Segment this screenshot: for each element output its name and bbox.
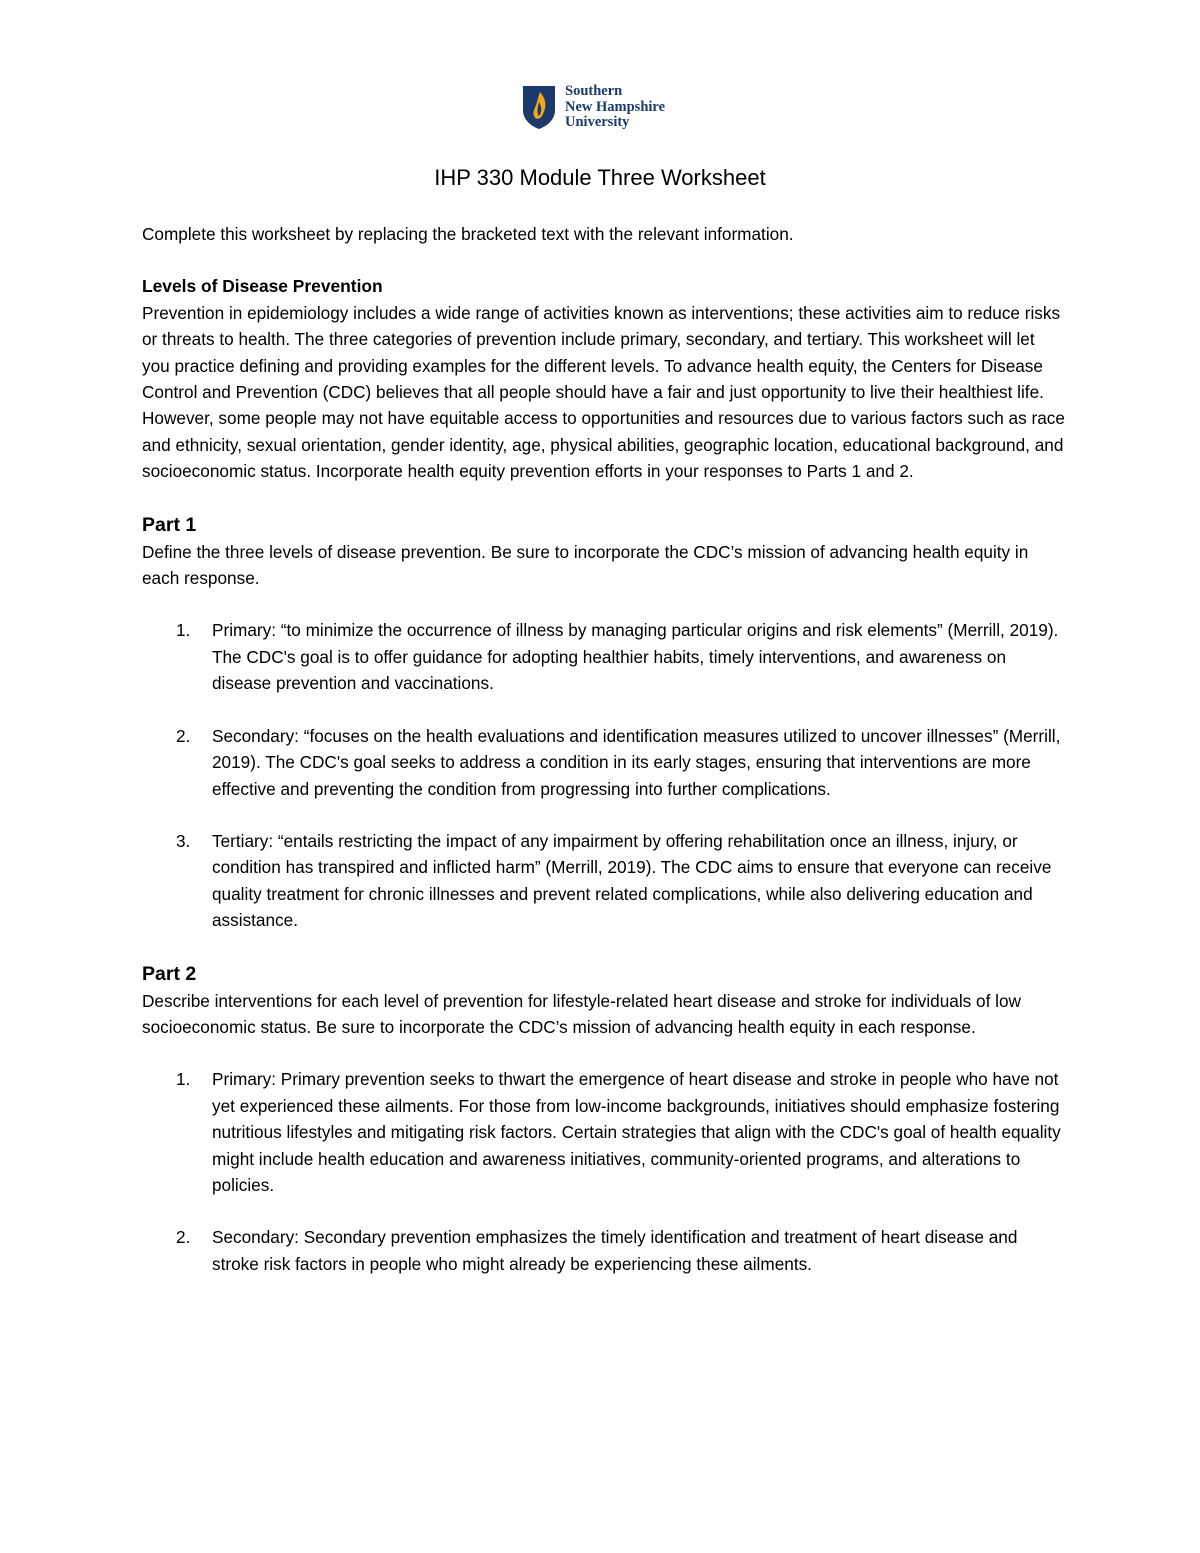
list-item-number: 3. xyxy=(176,830,191,851)
list-item-number: 2. xyxy=(176,725,191,746)
part1-list xyxy=(142,617,1067,933)
snhu-shield-flame-icon xyxy=(521,84,557,130)
list-item-text: Secondary: Secondary prevention emphasizes the timely identification and treatment of heart disease and stroke risk factors in people who might already be experiencing these ailments. xyxy=(212,1227,1018,1274)
part1-heading: Part 1 xyxy=(142,513,197,536)
logo-line-new-hampshire: New Hampshire xyxy=(565,98,666,115)
part2-prompt: Describe interventions for each level of prevention for lifestyle-related heart disease and stroke for individuals of low socioeconomic status. Be sure to incorporate the CDC’s mission of advancing health equity in each response. xyxy=(142,990,1021,1037)
list-item-number: 2. xyxy=(176,1227,191,1248)
worksheet-content xyxy=(142,221,1067,1303)
levels-body: Prevention in epidemiology includes a wide range of activities known as interventions; these activities aim to reduce risks or threats to health. The three categories of prevention include primary, secondary, and tertiary. This worksheet will let you practice defining and providing examples for the different levels. To advance health equity, the Centers for Disease Control and Prevention (CDC) believes that all people should have a fair and just opportunity to live their healthiest life. However, some people may not have equitable access to opportunities and resources due to various factors such as race and ethnicity, sexual orientation, gender identity, age, physical abilities, geographic location, educational background, and socioeconomic status. Incorporate health equity prevention efforts in your responses to Parts 1 and 2. xyxy=(142,302,1065,482)
page-title: IHP 330 Module Three Worksheet xyxy=(434,165,766,190)
list-item xyxy=(142,1224,1067,1277)
list-item-text: Tertiary: “entails restricting the impact of any impairment by offering rehabilitation once an illness, injury, or condition has transpired and inflicted harm” (Merrill, 2019). The CDC aims to ensure that everyone can receive quality treatment for chronic illnesses and prevent related complications, while also delivering education and assistance. xyxy=(212,830,1052,931)
list-item-text: Primary: Primary prevention seeks to thwart the emergence of heart disease and stroke in people who have not yet experienced these ailments. For those from low-income backgrounds, initiatives should emphasize fostering nutritious lifestyles and mitigating risk factors. Certain strategies that align with the CDC's goal of health equality might include health education and awareness initiatives, community-oriented programs, and alterations to policies. xyxy=(212,1069,1061,1195)
list-item xyxy=(142,1066,1067,1198)
list-item xyxy=(142,723,1067,802)
part2-heading: Part 2 xyxy=(142,962,197,985)
list-item xyxy=(142,617,1067,696)
list-item-text: Primary: “to minimize the occurrence of illness by managing particular origins and risk elements” (Merrill, 2019). The CDC's goal is to offer guidance for adopting healthier habits, timely interventions, and awareness on disease prevention and vaccinations. xyxy=(212,620,1059,694)
levels-heading: Levels of Disease Prevention xyxy=(142,276,383,297)
part2-list xyxy=(142,1066,1067,1277)
logo-line-southern: Southern xyxy=(565,83,623,99)
university-logo xyxy=(521,84,691,134)
list-item-text: Secondary: “focuses on the health evaluations and identification measures utilized to uncover illnesses” (Merrill, 2019). The CDC's goal seeks to address a condition in its early stages, ensuring that interventions are more effective and preventing the condition from progressing into further complications. xyxy=(212,725,1061,799)
part1-prompt: Define the three levels of disease prevention. Be sure to incorporate the CDC’s mission of advancing health equity in each response. xyxy=(142,541,1029,589)
logo-line-university: University xyxy=(565,114,630,130)
list-item-number: 1. xyxy=(176,620,191,641)
list-item-number: 1. xyxy=(176,1069,191,1090)
list-item xyxy=(142,828,1067,934)
instructions-text: Complete this worksheet by replacing the bracketed text with the relevant information. xyxy=(142,224,794,244)
